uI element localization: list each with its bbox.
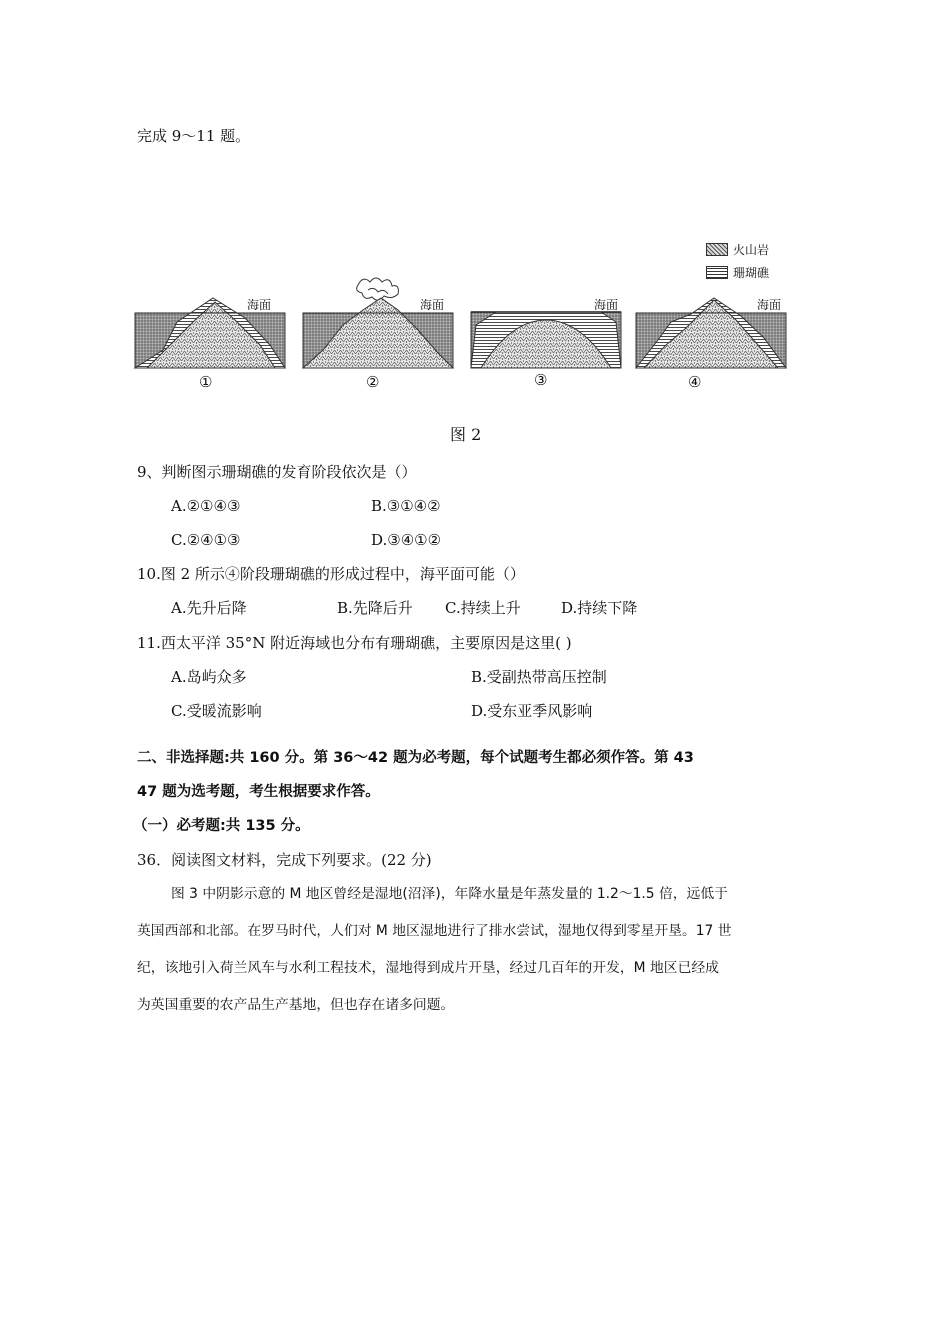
question-11-stem: 11.西太平洋 35°N 附近海域也分布有珊瑚礁，主要原因是这里( ) bbox=[137, 634, 572, 652]
panel-4-sea-label: 海面 bbox=[757, 298, 782, 312]
question-10-option-c: C.持续上升 bbox=[445, 599, 521, 617]
question-9-option-d: D.③④①② bbox=[371, 531, 442, 549]
passage-line-4: 为英国重要的农产品生产基地，但也存在诸多问题。 bbox=[137, 997, 455, 1013]
panel-1-number: ① bbox=[199, 373, 213, 391]
panel-4-number: ④ bbox=[688, 373, 702, 391]
question-9-option-b: B.③①④② bbox=[371, 497, 441, 515]
legend-coral-label: 珊瑚礁 bbox=[733, 266, 770, 280]
section-2-heading-line2: 47 题为选考题，考生根据要求作答。 bbox=[137, 784, 380, 800]
passage-line-3: 纪，该地引入荷兰风车与水利工程技术，湿地得到成片开垦，经过几百年的开发，M 地区已经成 bbox=[137, 960, 719, 976]
question-11-option-c: C.受暖流影响 bbox=[171, 702, 262, 720]
question-11-option-b: B.受副热带高压控制 bbox=[471, 668, 607, 686]
panel-2-sea-label: 海面 bbox=[420, 298, 445, 312]
question-10-option-d: D.持续下降 bbox=[561, 599, 638, 617]
intro-text: 完成 9～11 题。 bbox=[137, 127, 251, 145]
panel-2-number: ② bbox=[366, 373, 380, 391]
panel-3-number: ③ bbox=[534, 371, 548, 389]
panel-3-sea-label: 海面 bbox=[594, 298, 619, 312]
legend-volcanic-swatch bbox=[706, 243, 728, 256]
passage-line-2: 英国西部和北部。在罗马时代，人们对 M 地区湿地进行了排水尝试，湿地仅得到零星开垦。17 世 bbox=[137, 923, 732, 939]
panel-1-sea-label: 海面 bbox=[247, 298, 272, 312]
question-9-option-c: C.②④①③ bbox=[171, 531, 241, 549]
panel-2-diagram bbox=[303, 265, 455, 370]
legend-volcanic-label: 火山岩 bbox=[733, 243, 770, 257]
legend-coral-swatch bbox=[706, 266, 728, 279]
question-9-option-a: A.②①④③ bbox=[171, 497, 241, 515]
figure-caption: 图 2 bbox=[450, 425, 482, 444]
question-9-stem: 9、判断图示珊瑚礁的发育阶段依次是（） bbox=[137, 463, 417, 481]
question-11-option-a: A.岛屿众多 bbox=[171, 668, 247, 686]
section-2-heading-line1: 二、非选择题:共 160 分。第 36～42 题为必考题，每个试题考生都必须作答。第 43 bbox=[137, 750, 694, 766]
question-36-title: 36．阅读图文材料，完成下列要求。(22 分) bbox=[137, 851, 432, 869]
question-10-stem: 10.图 2 所示④阶段珊瑚礁的形成过程中，海平面可能（） bbox=[137, 565, 525, 583]
question-11-option-d: D.受东亚季风影响 bbox=[471, 702, 593, 720]
question-10-option-a: A.先升后降 bbox=[171, 599, 247, 617]
passage-line-1: 图 3 中阴影示意的 M 地区曾经是湿地(沼泽)，年降水量是年蒸发量的 1.2～1.5 倍，远低于 bbox=[171, 886, 728, 902]
question-10-option-b: B.先降后升 bbox=[337, 599, 413, 617]
section-2-subheading: （一）必考题:共 135 分。 bbox=[133, 818, 310, 834]
